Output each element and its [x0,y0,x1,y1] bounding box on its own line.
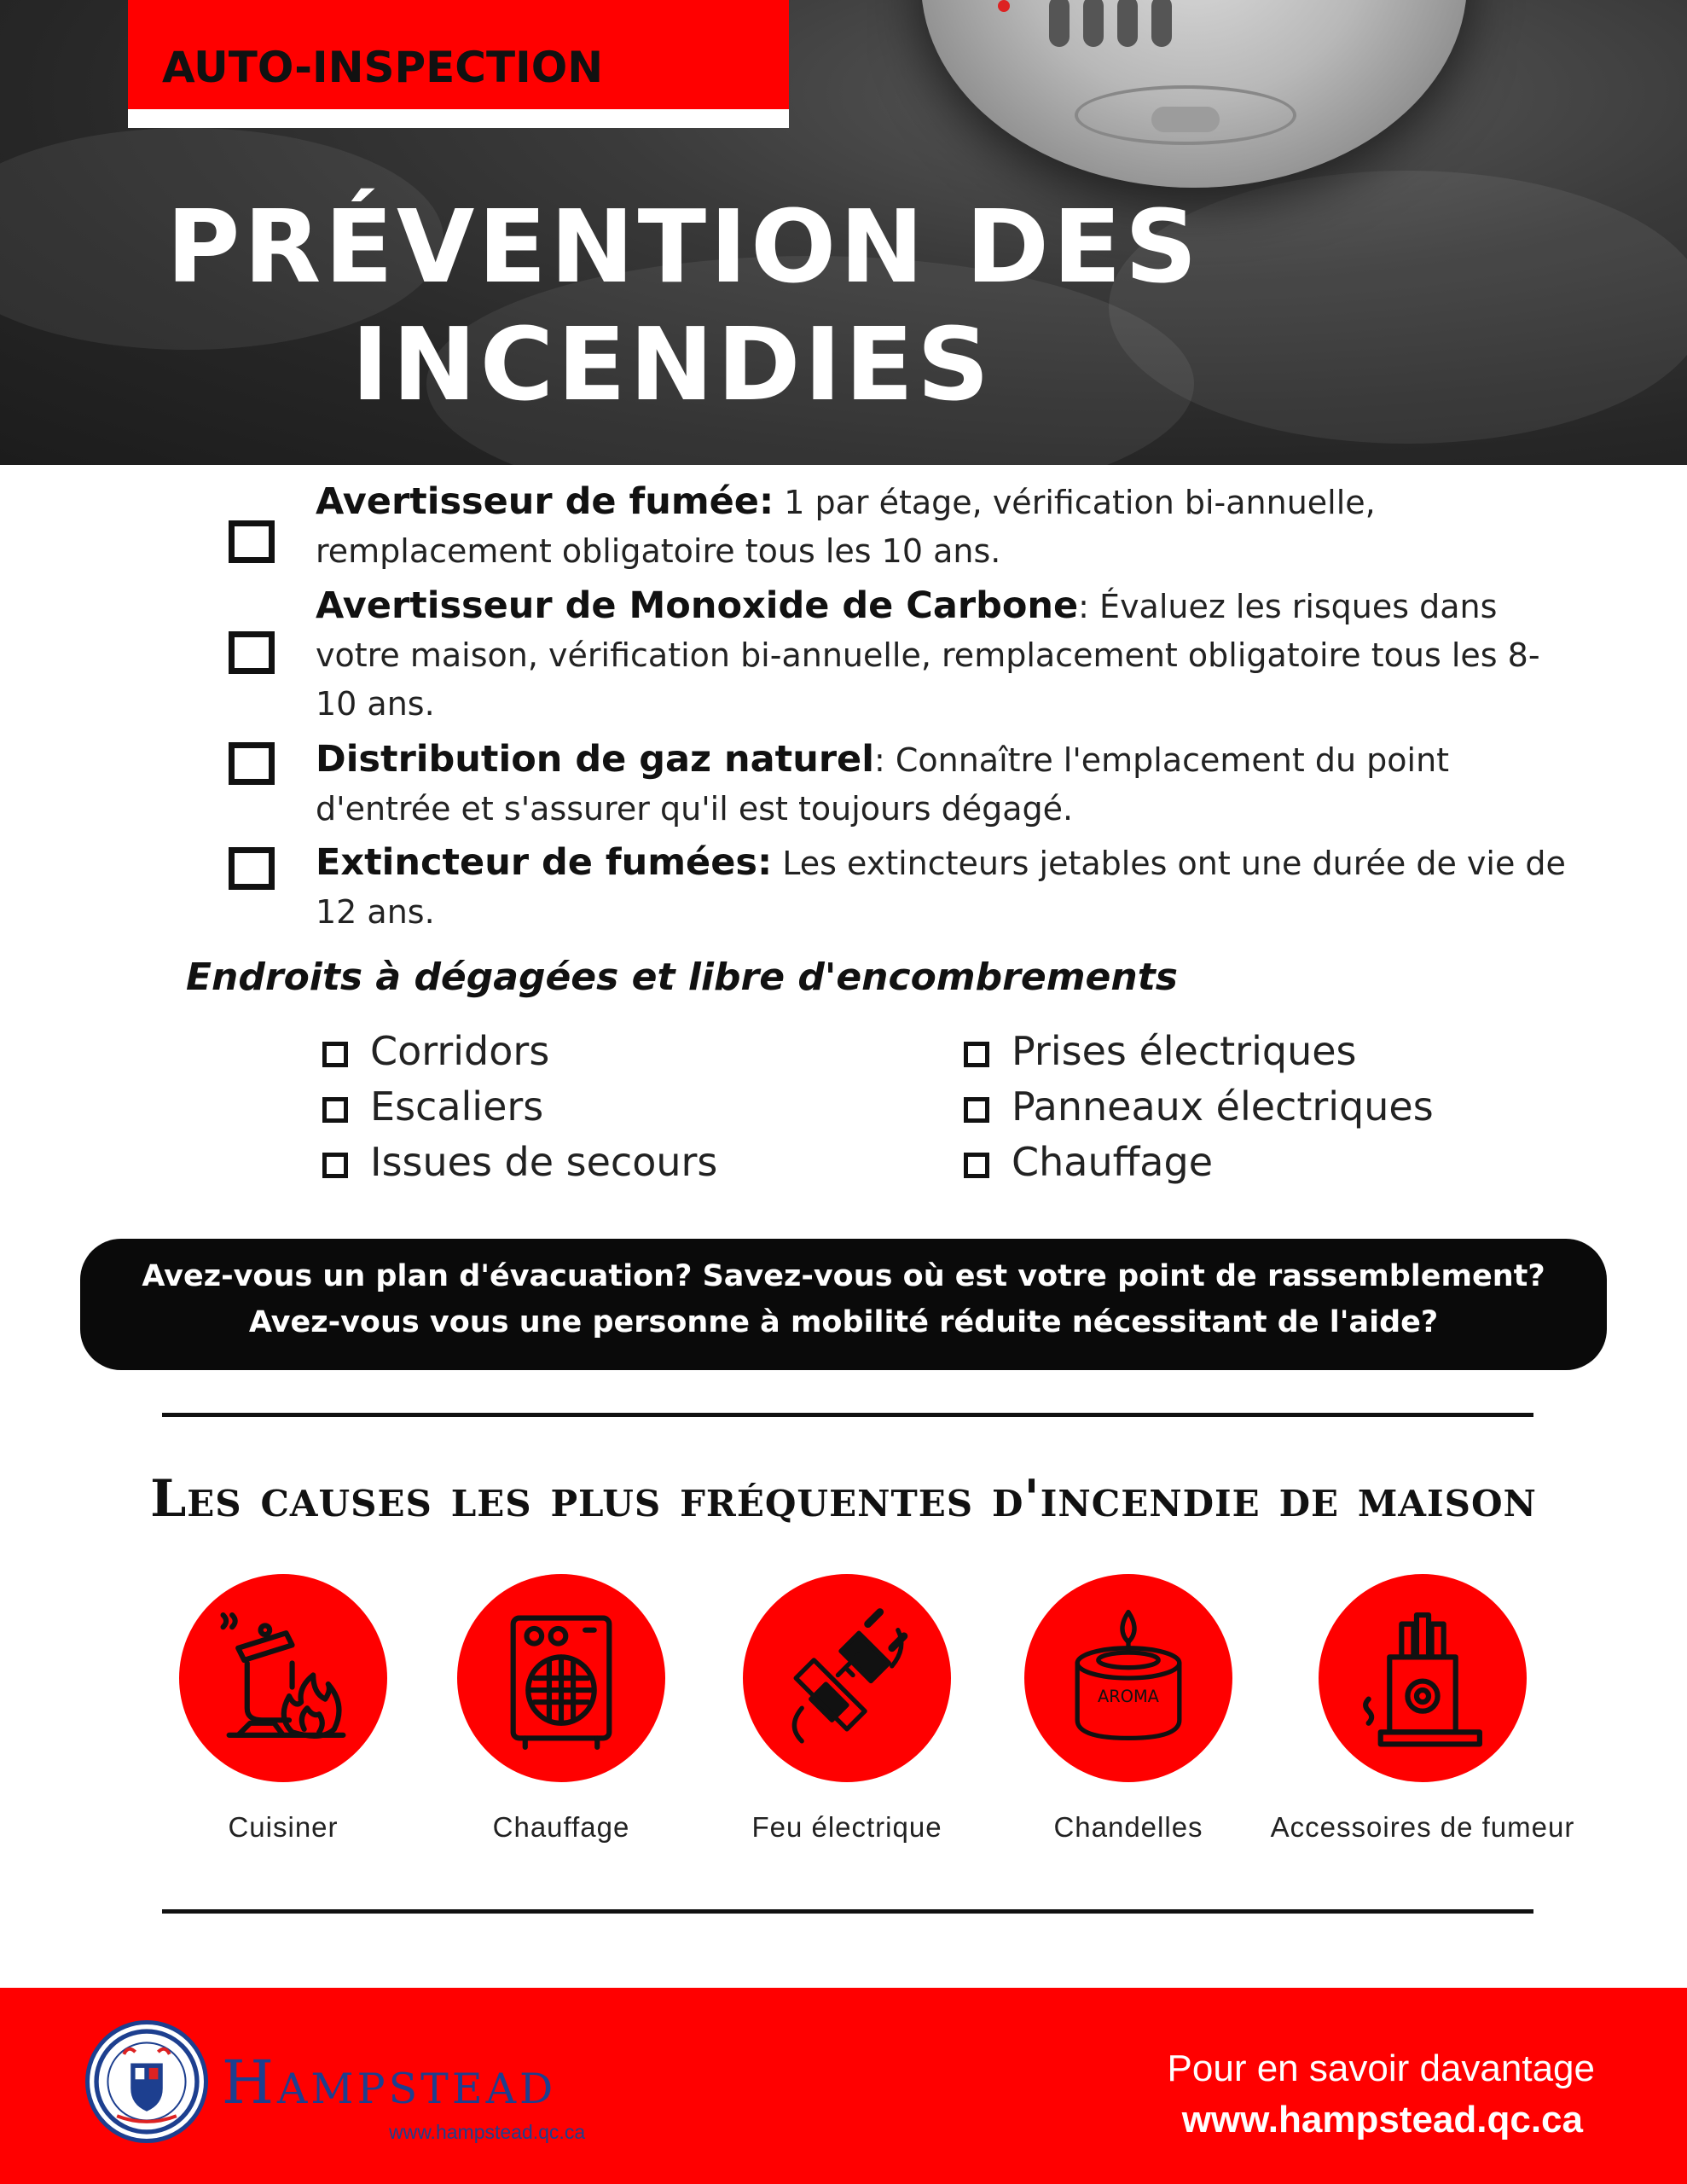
checklist-text [316,735,1527,834]
tag-label: AUTO-INSPECTION [162,43,604,92]
detector-vent [1049,0,1070,47]
place-label: Issues de secours [370,1139,718,1185]
checkbox[interactable] [964,1097,989,1123]
coat-of-arms-icon [90,2024,204,2139]
causes-heading: Les causes les plus fréquentes d'incendie de maison [150,1469,1537,1529]
cause-label: Chauffage [492,1811,630,1843]
checkbox[interactable] [964,1042,989,1067]
checkbox[interactable] [322,1042,348,1067]
checklist-title: Extincteur de fumées: [316,841,773,884]
detector-vent [1117,0,1138,47]
header-hero [0,0,1687,465]
candle-icon [1053,1603,1203,1753]
checklist-title: Avertisseur de Monoxide de Carbone [316,584,1079,627]
places-heading: Endroits à dégagées et libre d'encombrements [186,956,1178,999]
hampstead-seal-logo [85,2020,208,2143]
hampstead-wordmark: Hampstead [222,2048,557,2117]
detector-button [1151,107,1220,132]
cause-label: Accessoires de fumeur [1270,1811,1575,1843]
checkbox[interactable] [322,1097,348,1123]
checkbox[interactable] [229,520,275,563]
checklist-text [316,839,1612,937]
place-label: Prises électriques [1012,1028,1357,1074]
checklist-desc: 1 par étage, vérification bi-annuelle, remplacement obligatoire tous les 10 ans. [316,484,1376,570]
place-label: Panneaux électriques [1012,1083,1434,1130]
smoke-detector-image [921,0,1467,188]
checklist-desc: : Connaître l'emplacement du point d'entrée et s'assurer qu'il est toujours dégagé. [316,741,1450,828]
checkbox[interactable] [964,1153,989,1178]
place-label: Escaliers [370,1083,544,1130]
page-title-line2: INCENDIES [351,305,994,423]
cause-label: Chandelles [1053,1811,1203,1843]
cause-label: Feu électrique [751,1811,942,1843]
checkbox[interactable] [229,847,275,890]
detector-vent [1151,0,1172,47]
learn-more-label: Pour en savoir davantage [1167,2048,1595,2089]
banner-line2: Avez-vous vous une personne à mobilité réduite nécessitant de l'aide? [248,1305,1439,1339]
checklist-desc: Les extincteurs jetables ont une durée de vie de 12 ans. [316,845,1566,931]
cooking-pot-fire-icon [208,1603,358,1753]
checklist-text [316,478,1595,576]
evacuation-banner [80,1239,1607,1370]
checkbox[interactable] [229,742,275,785]
electrical-plug-icon [772,1603,922,1753]
checklist-desc: : Évaluez les risques dans votre maison, vérification bi-annuelle, remplacement obligatoire tous les 8-10 ans. [316,588,1540,723]
auto-inspection-tag [128,0,789,128]
divider [162,1909,1533,1914]
detector-led [998,0,1010,12]
learn-more-link[interactable]: www.hampstead.qc.ca [1181,2099,1583,2140]
space-heater-icon [486,1603,636,1753]
banner-line1: Avez-vous un plan d'évacuation? Savez-vous où est votre point de rassemblement? [142,1259,1545,1293]
place-label: Chauffage [1012,1139,1213,1185]
checklist-title: Distribution de gaz naturel [316,738,874,781]
checkbox[interactable] [229,631,275,674]
page-title-line1: PRÉVENTION DES [166,188,1201,305]
checklist-title: Avertisseur de fumée: [316,480,774,523]
place-label: Corridors [370,1028,550,1074]
detector-vent [1083,0,1104,47]
cause-label: Cuisiner [228,1811,339,1843]
checkbox[interactable] [322,1153,348,1178]
cigarettes-icon [1348,1603,1498,1753]
candle-icon-text: AROMA [1098,1687,1159,1707]
brand-url[interactable]: www.hampstead.qc.ca [389,2121,586,2143]
divider [162,1413,1533,1417]
checklist-text [316,582,1569,729]
